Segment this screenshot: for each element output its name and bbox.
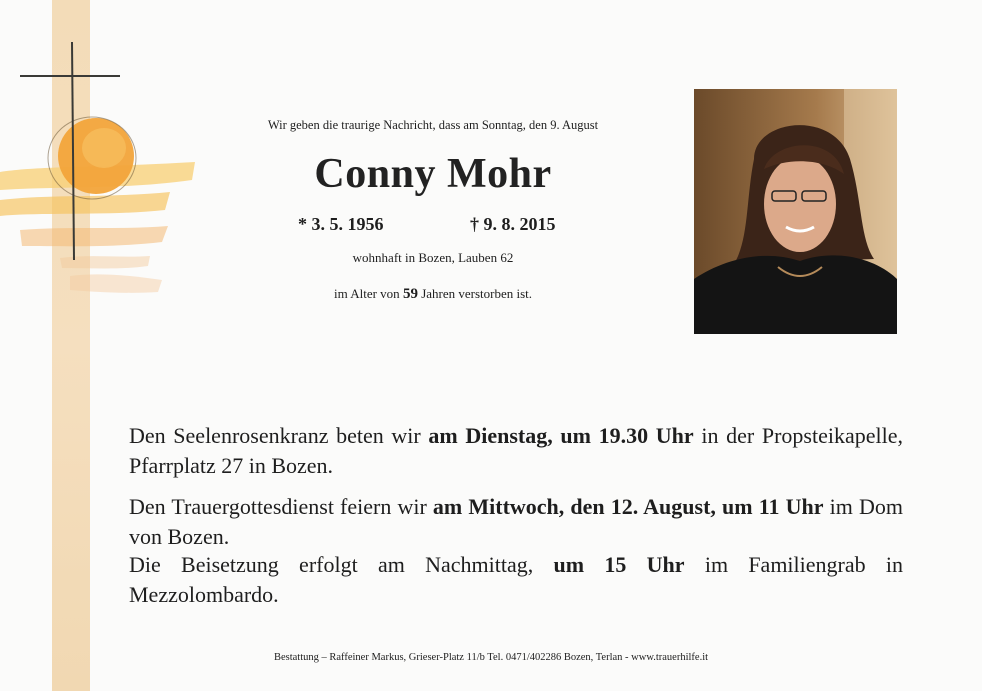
mass-text-a: Den Trauergottesdienst feiern wir: [129, 494, 427, 519]
burial-paragraph: [129, 550, 903, 610]
portrait-photo: [694, 89, 897, 334]
death-date: † 9. 8. 2015: [470, 214, 556, 234]
rosary-text-c: in der Propsteikapelle, Pfarrplatz 27 in Bozen.: [129, 423, 903, 478]
residence-text: wohnhaft in Bozen, Lauben 62: [352, 250, 514, 265]
cross-sun-watercolor-icon: [0, 40, 200, 300]
burial-text-a: Die Beisetzung erfolgt am Nachmittag,: [129, 552, 534, 577]
age-suffix: Jahren verstorben ist.: [421, 286, 533, 301]
life-dates: [290, 214, 590, 238]
birth-date: * 3. 5. 1956: [298, 214, 384, 234]
burial-time: um 15 Uhr: [553, 552, 685, 577]
funeral-home-footer: Bestattung – Raffeiner Markus, Grieser-Platz 11/b Tel. 0471/402286 Bozen, Terlan - www.trauerhilfe.it: [273, 652, 709, 663]
age-prefix: im Alter von: [333, 286, 400, 301]
age-text: [220, 286, 646, 303]
mass-time: am Mittwoch, den 12. August, um 11 Uhr: [432, 494, 824, 519]
rosary-paragraph: [129, 421, 903, 481]
mass-paragraph: [129, 492, 903, 552]
age-value: 59: [402, 286, 418, 302]
rosary-text-a: Den Seelenrosenkranz beten wir: [129, 423, 421, 448]
burial-text-c: im Familiengrab in Mezzolombardo.: [129, 552, 904, 607]
intro-text: Wir geben die traurige Nachricht, dass am Sonntag, den 9. August: [267, 118, 599, 132]
rosary-time: am Dienstag, um 19.30 Uhr: [428, 423, 694, 448]
deceased-name: Conny Mohr: [314, 151, 552, 197]
mass-text-c: im Dom von Bozen.: [129, 494, 904, 549]
